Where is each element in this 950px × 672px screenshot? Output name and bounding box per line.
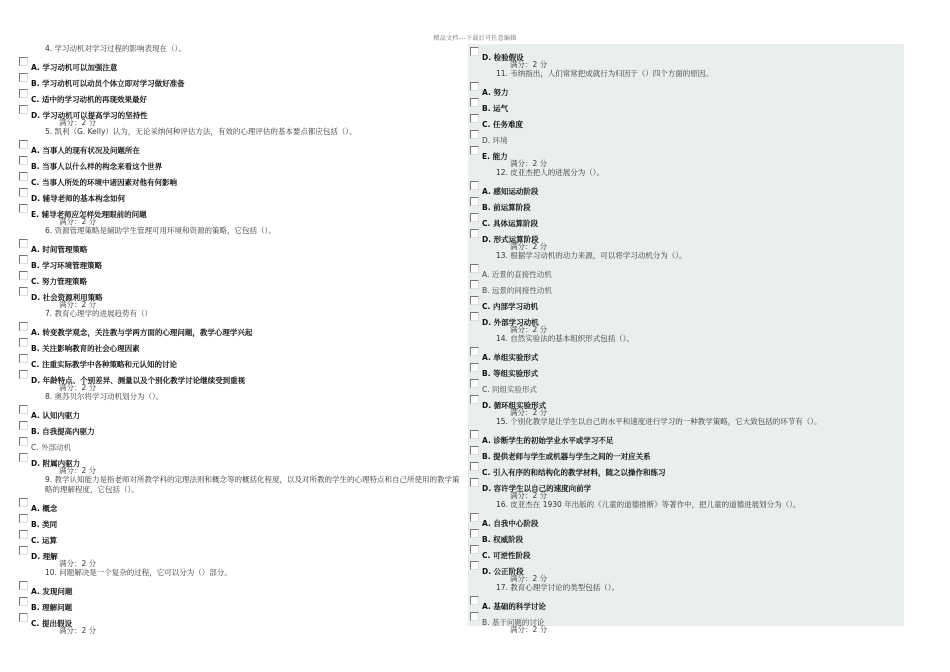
option-checkbox[interactable]	[470, 82, 479, 91]
option-checkbox[interactable]	[19, 255, 28, 264]
option-label: A. 当事人的现有状况及问题所在	[31, 146, 140, 155]
question-text	[17, 44, 464, 54]
question-text	[17, 127, 464, 137]
option-checkbox[interactable]	[19, 239, 28, 248]
answer-option[interactable]	[468, 226, 904, 242]
option-label: C. 具体运算阶段	[482, 219, 538, 228]
option-label: B. 远景的间接性动机	[482, 286, 552, 295]
answer-option[interactable]	[468, 261, 904, 277]
option-label: C. 外部动机	[31, 443, 72, 452]
score-label: 满分：2 分	[510, 159, 548, 168]
answer-option[interactable]	[468, 95, 904, 111]
option-label: A. 近景的直接性动机	[482, 270, 552, 279]
option-checkbox[interactable]	[470, 181, 479, 190]
question-text	[17, 309, 464, 319]
answer-option[interactable]	[468, 542, 904, 558]
option-checkbox[interactable]	[19, 338, 28, 347]
option-checkbox[interactable]	[19, 73, 28, 82]
option-checkbox[interactable]	[470, 561, 479, 570]
page-header: 精品文档---下载后可任意编辑	[433, 35, 517, 42]
answer-option[interactable]	[17, 284, 464, 300]
question-stem: 5. 凯利（G. Kelly）认为，无论采纳何种评估方法，有效的心理评估的基本要点都应包括（）。	[45, 127, 357, 136]
option-checkbox[interactable]	[19, 437, 28, 446]
answer-option[interactable]	[468, 79, 904, 95]
option-checkbox[interactable]	[470, 296, 479, 305]
option-checkbox[interactable]	[19, 188, 28, 197]
option-label: C. 运算	[31, 536, 57, 545]
option-label: A. 感知运动阶段	[482, 187, 539, 196]
answer-option[interactable]	[468, 459, 904, 475]
score-label: 满分：2 分	[59, 118, 97, 127]
option-checkbox[interactable]	[470, 213, 479, 222]
option-label: B. 提供老师与学生或机器与学生之间的一对应关系	[482, 452, 651, 461]
option-checkbox[interactable]	[19, 57, 28, 66]
answer-option[interactable]	[17, 418, 464, 434]
option-checkbox[interactable]	[19, 354, 28, 363]
option-checkbox[interactable]	[470, 130, 479, 139]
option-label: D. 环境	[482, 136, 508, 145]
option-checkbox[interactable]	[19, 597, 28, 606]
answer-option[interactable]	[17, 578, 464, 594]
question-stem: 13. 根据学习动机的动力来源，可以将学习动机分为（）。	[496, 251, 687, 260]
option-checkbox[interactable]	[470, 395, 479, 404]
answer-option[interactable]	[468, 360, 904, 376]
score-label: 满分：2 分	[510, 60, 548, 69]
option-label: A. 转变教学观念，关注教与学两方面的心理问题，教学心理学兴起	[31, 328, 253, 337]
option-label: A. 诊断学生的初始学业水平或学习不足	[482, 436, 614, 445]
option-label: A. 时间管理策略	[31, 245, 88, 254]
question-text	[468, 69, 904, 79]
option-checkbox[interactable]	[19, 530, 28, 539]
option-checkbox[interactable]	[470, 379, 479, 388]
answer-option[interactable]	[17, 268, 464, 284]
question-text	[468, 583, 904, 593]
question-stem: 9. 教学认知能力是指老师对所教学科的定理法则和概念等的概括化程度，以及对所教的学生的心理特点和自己所使用的教学策略的理解程度，它包括（）。	[45, 475, 460, 494]
option-checkbox[interactable]	[470, 545, 479, 554]
question-text	[468, 168, 904, 178]
question-stem: 15. 个别化教学是让学生以自己的水平和速度进行学习的一种教学策略，它大致包括的环节有（）。	[496, 417, 822, 426]
option-label: C. 同组实验形式	[482, 385, 538, 394]
answer-option[interactable]	[17, 86, 464, 102]
option-checkbox[interactable]	[470, 197, 479, 206]
option-label: D. 公正阶段	[482, 567, 524, 576]
answer-option[interactable]	[17, 594, 464, 610]
option-label: D. 循环组实验形式	[482, 401, 547, 410]
option-label: A. 学习动机可以加强注意	[31, 63, 118, 72]
answer-option[interactable]	[17, 367, 464, 383]
option-checkbox[interactable]	[470, 312, 479, 321]
answer-option[interactable]	[17, 335, 464, 351]
score-label: 满分：2 分	[59, 300, 97, 309]
answer-option[interactable]	[468, 309, 904, 325]
question-column-left	[17, 44, 464, 635]
option-label: D. 社会资源利用策略	[31, 293, 103, 302]
question-stem: 12. 皮亚杰把人的进展分为（）。	[496, 168, 605, 177]
option-label: D. 学习动机可以提高学习的坚持性	[31, 111, 148, 120]
option-checkbox[interactable]	[19, 581, 28, 590]
answer-option[interactable]	[468, 443, 904, 459]
answer-option[interactable]	[468, 111, 904, 127]
answer-option[interactable]	[468, 210, 904, 226]
question-stem: 16. 皮亚杰在 1930 年出版的《儿童的道德推断》等著作中，把儿童的道德进展划分为（）。	[496, 500, 801, 509]
option-label: B. 关注影响教育的社会心理因素	[31, 344, 140, 353]
option-checkbox[interactable]	[19, 613, 28, 622]
option-checkbox[interactable]	[19, 370, 28, 379]
score-label: 满分：2 分	[510, 491, 548, 500]
answer-option[interactable]	[17, 319, 464, 335]
answer-option[interactable]	[17, 153, 464, 169]
option-label: C. 任务难度	[482, 120, 523, 129]
option-label: C. 当事人所处的环境中诸因素对他有何影响	[31, 178, 177, 187]
option-label: D. 容许学生以自己的速度向前学	[482, 484, 592, 493]
option-label: A. 发现问题	[31, 587, 73, 596]
option-checkbox[interactable]	[470, 446, 479, 455]
option-checkbox[interactable]	[19, 172, 28, 181]
question-text	[468, 500, 904, 510]
option-checkbox[interactable]	[470, 229, 479, 238]
option-label: C. 提出假设	[31, 619, 72, 628]
answer-option[interactable]	[17, 543, 464, 559]
answer-option[interactable]	[17, 434, 464, 450]
question-text	[468, 417, 904, 427]
answer-option[interactable]	[468, 510, 904, 526]
score-label: 满分：2 分	[510, 625, 548, 634]
answer-option[interactable]	[468, 194, 904, 210]
option-checkbox[interactable]	[19, 322, 28, 331]
question-stem: 6. 资源管理策略是辅助学生管理可用环境和资源的策略，它包括（）。	[45, 226, 276, 235]
option-checkbox[interactable]	[470, 114, 479, 123]
question-text	[17, 475, 464, 495]
option-checkbox[interactable]	[470, 280, 479, 289]
option-label: C. 可逆性阶段	[482, 551, 531, 560]
score-label: 满分：2 分	[59, 383, 97, 392]
option-label: E. 辅导老师应怎样处理眼前的问题	[31, 210, 147, 219]
question-stem: 11. 韦纳指出，人们常常把成就行为归因于（）四个方面的原因。	[496, 69, 713, 78]
answer-option[interactable]	[468, 609, 904, 625]
option-label: B. 运气	[482, 104, 509, 113]
answer-option[interactable]	[17, 351, 464, 367]
option-label: A. 认知内驱力	[31, 411, 80, 420]
score-label: 满分：2 分	[59, 626, 97, 635]
answer-option[interactable]	[468, 293, 904, 309]
option-label: B. 自我提高内驱力	[31, 427, 95, 436]
option-label: C. 引入有序的和结构化的教学材料，随之以操作和练习	[482, 468, 666, 477]
answer-option[interactable]	[17, 185, 464, 201]
option-checkbox[interactable]	[19, 156, 28, 165]
option-label: B. 前运算阶段	[482, 203, 531, 212]
question-stem: 10. 问题解决是一个复杂的过程，它可以分为（）部分。	[45, 568, 232, 577]
option-checkbox[interactable]	[470, 98, 479, 107]
option-checkbox[interactable]	[470, 347, 479, 356]
option-label: D. 检验假设	[482, 53, 524, 62]
option-checkbox[interactable]	[470, 363, 479, 372]
option-checkbox[interactable]	[19, 453, 28, 462]
option-label: C. 适中的学习动机的再现效果最好	[31, 95, 147, 104]
answer-option[interactable]	[468, 143, 904, 159]
answer-option[interactable]	[17, 252, 464, 268]
question-text	[468, 334, 904, 344]
answer-option[interactable]	[17, 102, 464, 118]
question-stem: 17. 教育心理学讨论的类型包括（）。	[496, 583, 620, 592]
option-label: B. 理解问题	[31, 603, 73, 612]
question-stem: 8. 奥苏贝尔将学习动机划分为（）。	[45, 392, 164, 401]
answer-option[interactable]	[17, 201, 464, 217]
option-checkbox[interactable]	[470, 264, 479, 273]
answer-option[interactable]	[468, 344, 904, 360]
option-label: B. 权威阶段	[482, 535, 524, 544]
question-text	[468, 251, 904, 261]
option-checkbox[interactable]	[19, 105, 28, 114]
option-checkbox[interactable]	[19, 204, 28, 213]
answer-option[interactable]	[468, 127, 904, 143]
option-checkbox[interactable]	[470, 47, 479, 56]
option-label: D. 形式运算阶段	[482, 235, 539, 244]
answer-option[interactable]	[468, 558, 904, 574]
answer-option[interactable]	[17, 511, 464, 527]
option-label: D. 附属内驱力	[31, 459, 81, 468]
score-label: 满分：2 分	[59, 217, 97, 226]
option-checkbox[interactable]	[470, 478, 479, 487]
answer-option[interactable]	[17, 169, 464, 185]
question-text	[17, 226, 464, 236]
option-checkbox[interactable]	[470, 513, 479, 522]
question-text	[17, 568, 464, 578]
question-stem: 4. 学习动机对学习过程的影响表现在（）。	[45, 44, 186, 53]
option-label: B. 等组实验形式	[482, 369, 539, 378]
option-label: D. 理解	[31, 552, 58, 561]
option-checkbox[interactable]	[19, 89, 28, 98]
answer-option[interactable]	[468, 427, 904, 443]
option-label: A. 基础的科学讨论	[482, 602, 546, 611]
option-label: C. 注重实际教学中各种策略和元认知的讨论	[31, 360, 177, 369]
option-label: B. 学习环境管理策略	[31, 261, 103, 270]
score-label: 满分：2 分	[59, 466, 97, 475]
score-label: 满分：2 分	[510, 574, 548, 583]
score-label: 满分：2 分	[510, 408, 548, 417]
answer-option[interactable]	[17, 70, 464, 86]
answer-option[interactable]	[17, 610, 464, 626]
answer-option[interactable]	[468, 376, 904, 392]
question-stem: 7. 教育心理学的进展趋势有（）	[45, 309, 153, 318]
option-checkbox[interactable]	[470, 146, 479, 155]
answer-option[interactable]	[17, 54, 464, 70]
answer-option[interactable]	[17, 236, 464, 252]
option-label: A. 单组实验形式	[482, 353, 539, 362]
option-label: E. 能力	[482, 152, 508, 161]
option-checkbox[interactable]	[19, 271, 28, 280]
answer-option[interactable]	[468, 526, 904, 542]
option-label: D. 年龄特点、个别差异、测量以及个别化教学讨论继续受到重视	[31, 376, 246, 385]
answer-option[interactable]	[468, 392, 904, 408]
option-label: B. 基于问题的讨论	[482, 618, 545, 627]
answer-option[interactable]	[17, 495, 464, 511]
option-label: D. 辅导老师的基本构念如何	[31, 194, 126, 203]
option-checkbox[interactable]	[470, 462, 479, 471]
answer-option[interactable]	[17, 402, 464, 418]
question-text	[17, 392, 464, 402]
answer-option[interactable]	[468, 178, 904, 194]
option-label: B. 当事人以什么样的构念来看这个世界	[31, 162, 163, 171]
option-checkbox[interactable]	[470, 430, 479, 439]
option-checkbox[interactable]	[19, 405, 28, 414]
option-checkbox[interactable]	[470, 612, 479, 621]
question-column-right	[468, 44, 904, 634]
option-label: C. 内部学习动机	[482, 302, 538, 311]
answer-option[interactable]	[468, 475, 904, 491]
score-label: 满分：2 分	[59, 559, 97, 568]
answer-option[interactable]	[17, 450, 464, 466]
option-label: A. 自我中心阶段	[482, 519, 539, 528]
option-checkbox[interactable]	[470, 596, 479, 605]
option-checkbox[interactable]	[19, 287, 28, 296]
option-label: A. 努力	[482, 88, 509, 97]
option-checkbox[interactable]	[19, 514, 28, 523]
score-label: 满分：2 分	[510, 325, 548, 334]
answer-option[interactable]	[468, 277, 904, 293]
option-label: C. 努力管理策略	[31, 277, 87, 286]
option-checkbox[interactable]	[470, 529, 479, 538]
option-checkbox[interactable]	[19, 498, 28, 507]
option-checkbox[interactable]	[19, 421, 28, 430]
answer-option[interactable]	[468, 44, 904, 60]
score-label: 满分：2 分	[510, 242, 548, 251]
option-label: B. 学习动机可以动员个体立即对学习做好准备	[31, 79, 185, 88]
option-checkbox[interactable]	[19, 546, 28, 555]
option-label: A. 概念	[31, 504, 58, 513]
answer-option[interactable]	[468, 593, 904, 609]
answer-option[interactable]	[17, 527, 464, 543]
answer-option[interactable]	[17, 137, 464, 153]
option-checkbox[interactable]	[19, 140, 28, 149]
option-label: D. 外部学习动机	[482, 318, 539, 327]
question-stem: 14. 自然实验法的基本组织形式包括（）。	[496, 334, 635, 343]
option-label: B. 类同	[31, 520, 58, 529]
